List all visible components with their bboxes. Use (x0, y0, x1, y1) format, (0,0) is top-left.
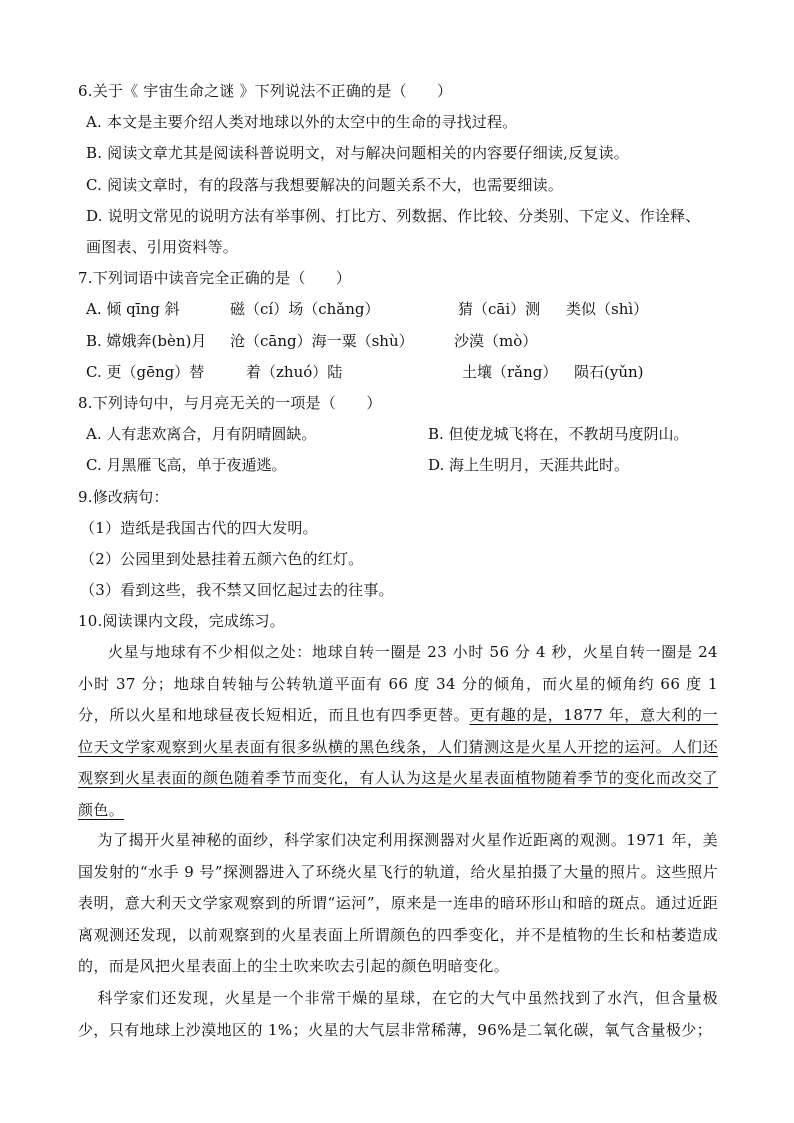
q6-option-a: A. 本文是主要介绍人类对地球以外的太空中的生命的寻找过程。 (86, 113, 518, 131)
q10-paragraph-1-text: 火星与地球有不少相似之处：地球自转一圈是 23 小时 56 分 4 秒，火星自转一圈是 24 小时 37 分；地球自转轴与公转轨道平面有 66 度 34 分的倾角，而火星的倾角约 66 度 1 分，所以火星和地球昼夜长短相近，而且也有四季更替。 (78, 643, 718, 724)
q6-option-c: C. 阅读文章时，有的段落与我想要解决的问题关系不大，也需要细读。 (86, 176, 564, 194)
q7-a-item: 类似（shì） (566, 300, 649, 318)
q9-sentence-2: （2）公园里到处悬挂着五颜六色的红灯。 (80, 550, 364, 568)
q8-option-b: B. 但使龙城飞将在，不教胡马度阴山。 (428, 425, 689, 443)
q7-b-item: B. 嫦娥奔(bèn)月 (86, 332, 207, 350)
q7-a-item: 磁（cí）场（chǎng） (230, 300, 380, 318)
q7-a-item: A. 倾 qīng 斜 (86, 300, 180, 318)
q8-option-d: D. 海上生明月，天涯共此时。 (428, 456, 630, 474)
q7-b-item: 沙漠（mò） (454, 332, 538, 350)
q7-c-item: 着（zhuó）陆 (246, 363, 343, 381)
q10-stem: 10.阅读课内文段，完成练习。 (78, 612, 285, 630)
q10-paragraph-2: 为了揭开火星神秘的面纱，科学家们决定利用探测器对火星作近距离的观测。1971 年，美国发射的“水手 9 号”探测器进入了环绕火星飞行的轨道，给火星拍摄了大量的照片。这些照片表明，意大利天文学家观察到的所谓“运河”，原来是一连串的暗环形山和暗的斑点。通过近距离观测还发现，以前观察到的火星表面上所谓颜色的四季变化，并不是植物的生长和枯萎造成的，而是风把火星表面上的尘土吹来吹去引起的颜色明暗变化。 (78, 831, 718, 975)
q7-c-item: 陨石(yǔn) (574, 363, 644, 381)
q6-stem: 6.关于《 宇宙生命之谜 》下列说法不正确的是（ ） (78, 82, 453, 100)
q7-a-item: 猜（cāi）测 (458, 300, 541, 318)
q6-option-d-line1: D. 说明文常见的说明方法有举事例、打比方、列数据、作比较、分类别、下定义、作诠释、 (86, 207, 701, 225)
q7-stem: 7.下列词语中读音完全正确的是（ ） (78, 269, 352, 287)
q8-stem: 8.下列诗句中，与月亮无关的一项是（ ） (78, 394, 382, 412)
q10-paragraph-1-underlined: 更有趣的是，1877 年，意大利的一位天文学家观察到火星表面有很多纵横的黑色线条，人们猜测这是火星人开挖的运河。人们还观察到火星表面的颜色随着季节而变化，有人认为这是火星表面植物随着季节的变化而改交了颜色。 (78, 706, 718, 819)
q9-stem: 9.修改病句： (78, 488, 169, 506)
q7-c-item: C. 更（gēng）替 (86, 363, 205, 381)
q8-option-a: A. 人有悲欢离合，月有阴晴圆缺。 (86, 425, 317, 443)
q9-sentence-3: （3）看到这些，我不禁又回忆起过去的往事。 (80, 581, 394, 599)
q7-c-item: 土壤（rǎng） (462, 363, 558, 381)
q9-sentence-1: （1）造纸是我国古代的四大发明。 (80, 519, 318, 537)
q7-b-item: 沧（cāng）海一粟（shù） (230, 332, 414, 350)
q10-paragraph-1 (78, 637, 718, 826)
q10-paragraph-3: 科学家们还发现，火星是一个非常干燥的星球，在它的大气中虽然找到了水汽，但含量极少，只有地球上沙漠地区的 1%；火星的大气层非常稀薄，96%是二氧化碳，氧气含量极少； (78, 989, 718, 1039)
q6-option-b: B. 阅读文章尤其是阅读科普说明文，对与解决问题相关的内容要仔细读,反复读。 (86, 144, 629, 162)
q8-option-c: C. 月黑雁飞高，单于夜遁逃。 (86, 456, 287, 474)
q6-option-d-line2: 画图表、引用资料等。 (86, 238, 239, 256)
